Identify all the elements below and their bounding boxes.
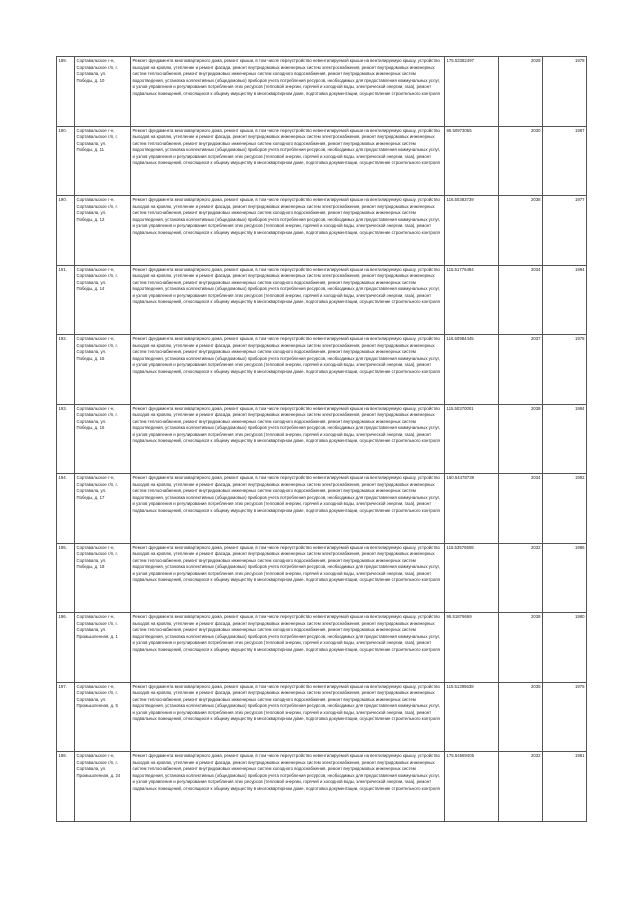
work-description-cell: Ремонт фундамента многоквартирного дома, ремонт крыши, в том числе переустройство невентилируемой крыши на вентилируемую крышу, устройство выходов на кровлю, утепление и ремонт фасада, ремонт внутридомовых инженерных систем электроснабжения, ремонт внутридомовых инженерных систем теплоснабжения, ремонт внутридомовых инженерных систем холодного водоснабжения, ремонт внутридомовых инженерных систем водоотведения, установка коллективных (общедомовых) приборов учета потребления ресурсов, необходимых для предоставления коммунальных услуг, и узлов управления и регулирования потребления этих ресурсов (тепловой энергии, горячей и холодной воды, электрической энергии, газа), ремонт подвальных помещений, относящихся к общему имуществу в многоквартирном доме, подготовка документации, осуществление строительного контроля bbox=[131, 126, 445, 196]
table-row bbox=[57, 543, 587, 613]
row-number: 197. bbox=[57, 682, 75, 752]
planned-year-cell: 2038 bbox=[499, 404, 543, 474]
work-description-cell: Ремонт фундамента многоквартирного дома, ремонт крыши, в том числе переустройство невентилируемой крыши на вентилируемую крышу, устройство выходов на кровлю, утепление и ремонт фасада, ремонт внутридомовых инженерных систем электроснабжения, ремонт внутридомовых инженерных систем теплоснабжения, ремонт внутридомовых инженерных систем холодного водоснабжения, ремонт внутридомовых инженерных систем водоотведения, установка коллективных (общедомовых) приборов учета потребления ресурсов, необходимых для предоставления коммунальных услуг, и узлов управления и регулирования потребления этих ресурсов (тепловой энергии, горячей и холодной воды, электрической энергии, газа), ремонт подвальных помещений, относящихся к общему имуществу в многоквартирном доме, подготовка документации, осуществление строительного контроля bbox=[131, 543, 445, 613]
planned-year-cell: 2032 bbox=[499, 543, 543, 613]
address-cell: Сортавальское г-н, Сортавальское г/п, г. Сортавала, ул. Промышленная, д. 1 bbox=[75, 613, 131, 683]
built-year-cell: 1978 bbox=[543, 335, 587, 405]
row-number: 198. bbox=[57, 752, 75, 822]
table-row bbox=[57, 682, 587, 752]
work-description-cell: Ремонт фундамента многоквартирного дома, ремонт крыши, в том числе переустройство невентилируемой крыши на вентилируемую крышу, устройство выходов на кровлю, утепление и ремонт фасада, ремонт внутридомовых инженерных систем электроснабжения, ремонт внутридомовых инженерных систем теплоснабжения, ремонт внутридомовых инженерных систем холодного водоснабжения, ремонт внутридомовых инженерных систем водоотведения, установка коллективных (общедомовых) приборов учета потребления ресурсов, необходимых для предоставления коммунальных услуг, и узлов управления и регулирования потребления этих ресурсов (тепловой энергии, горячей и холодной воды, электрической энергии, газа), ремонт подвальных помещений, относящихся к общему имуществу в многоквартирном доме, подготовка документации, осуществление строительного контроля bbox=[131, 682, 445, 752]
row-number: 190. bbox=[57, 196, 75, 266]
work-description-cell: Ремонт фундамента многоквартирного дома, ремонт крыши, в том числе переустройство невентилируемой крыши на вентилируемую крышу, устройство выходов на кровлю, утепление и ремонт фасада, ремонт внутридомовых инженерных систем электроснабжения, ремонт внутридомовых инженерных систем теплоснабжения, ремонт внутридомовых инженерных систем холодного водоснабжения, ремонт внутридомовых инженерных систем водоотведения, установка коллективных (общедомовых) приборов учета потребления ресурсов, необходимых для предоставления коммунальных услуг, и узлов управления и регулирования потребления этих ресурсов (тепловой энергии, горячей и холодной воды, электрической энергии, газа), ремонт подвальных помещений, относящихся к общему имуществу в многоквартирном доме, подготовка документации, осуществление строительного контроля bbox=[131, 752, 445, 822]
cost-cell: 95.50973065 bbox=[445, 126, 499, 196]
row-number: 190. bbox=[57, 126, 75, 196]
address-cell: Сортавальское г-н, Сортавальское г/п, г. Сортавала, ул. Победы, д. 11 bbox=[75, 126, 131, 196]
built-year-cell: 1978 bbox=[543, 57, 587, 127]
planned-year-cell: 2034 bbox=[499, 474, 543, 544]
planned-year-cell: 2028 bbox=[499, 57, 543, 127]
work-description-cell: Ремонт фундамента многоквартирного дома, ремонт крыши, в том числе переустройство невентилируемой крыши на вентилируемую крышу, устройство выходов на кровлю, утепление и ремонт фасада, ремонт внутридомовых инженерных систем электроснабжения, ремонт внутридомовых инженерных систем теплоснабжения, ремонт внутридомовых инженерных систем холодного водоснабжения, ремонт внутридомовых инженерных систем водоотведения, установка коллективных (общедомовых) приборов учета потребления ресурсов, необходимых для предоставления коммунальных услуг, и узлов управления и регулирования потребления этих ресурсов (тепловой энергии, горячей и холодной воды, электрической энергии, газа), ремонт подвальных помещений, относящихся к общему имуществу в многоквартирном доме, подготовка документации, осуществление строительного контроля bbox=[131, 474, 445, 544]
table-row bbox=[57, 265, 587, 335]
work-description-cell: Ремонт фундамента многоквартирного дома, ремонт крыши, в том числе переустройство невентилируемой крыши на вентилируемую крышу, устройство выходов на кровлю, утепление и ремонт фасада, ремонт внутридомовых инженерных систем электроснабжения, ремонт внутридомовых инженерных систем теплоснабжения, ремонт внутридомовых инженерных систем холодного водоснабжения, ремонт внутридомовых инженерных систем водоотведения, установка коллективных (общедомовых) приборов учета потребления ресурсов, необходимых для предоставления коммунальных услуг, и узлов управления и регулирования потребления этих ресурсов (тепловой энергии, горячей и холодной воды, электрической энергии, газа), ремонт подвальных помещений, относящихся к общему имуществу в многоквартирном доме, подготовка документации, осуществление строительного контроля bbox=[131, 57, 445, 127]
work-description-cell: Ремонт фундамента многоквартирного дома, ремонт крыши, в том числе переустройство невентилируемой крыши на вентилируемую крышу, устройство выходов на кровлю, утепление и ремонт фасада, ремонт внутридомовых инженерных систем электроснабжения, ремонт внутридомовых инженерных систем теплоснабжения, ремонт внутридомовых инженерных систем холодного водоснабжения, ремонт внутридомовых инженерных систем водоотведения, установка коллективных (общедомовых) приборов учета потребления ресурсов, необходимых для предоставления коммунальных услуг, и узлов управления и регулирования потребления этих ресурсов (тепловой энергии, горячей и холодной воды, электрической энергии, газа), ремонт подвальных помещений, относящихся к общему имуществу в многоквартирном доме, подготовка документации, осуществление строительного контроля bbox=[131, 196, 445, 266]
planned-year-cell: 2030 bbox=[499, 126, 543, 196]
built-year-cell: 1981 bbox=[543, 752, 587, 822]
table-body bbox=[57, 57, 587, 822]
table-row bbox=[57, 752, 587, 822]
cost-cell: 115.50370001 bbox=[445, 404, 499, 474]
work-description-cell: Ремонт фундамента многоквартирного дома, ремонт крыши, в том числе переустройство невентилируемой крыши на вентилируемую крышу, устройство выходов на кровлю, утепление и ремонт фасада, ремонт внутридомовых инженерных систем электроснабжения, ремонт внутридомовых инженерных систем теплоснабжения, ремонт внутридомовых инженерных систем холодного водоснабжения, ремонт внутридомовых инженерных систем водоотведения, установка коллективных (общедомовых) приборов учета потребления ресурсов, необходимых для предоставления коммунальных услуг, и узлов управления и регулирования потребления этих ресурсов (тепловой энергии, горячей и холодной воды, электрической энергии, газа), ремонт подвальных помещений, относящихся к общему имуществу в многоквартирном доме, подготовка документации, осуществление строительного контроля bbox=[131, 335, 445, 405]
table-row bbox=[57, 57, 587, 127]
planned-year-cell: 2038 bbox=[499, 613, 543, 683]
cost-cell: 116.50984445 bbox=[445, 335, 499, 405]
built-year-cell: 1977 bbox=[543, 196, 587, 266]
table-row bbox=[57, 404, 587, 474]
work-description-cell: Ремонт фундамента многоквартирного дома, ремонт крыши, в том числе переустройство невентилируемой крыши на вентилируемую крышу, устройство выходов на кровлю, утепление и ремонт фасада, ремонт внутридомовых инженерных систем электроснабжения, ремонт внутридомовых инженерных систем теплоснабжения, ремонт внутридомовых инженерных систем холодного водоснабжения, ремонт внутридомовых инженерных систем водоотведения, установка коллективных (общедомовых) приборов учета потребления ресурсов, необходимых для предоставления коммунальных услуг, и узлов управления и регулирования потребления этих ресурсов (тепловой энергии, горячей и холодной воды, электрической энергии, газа), ремонт подвальных помещений, относящихся к общему имуществу в многоквартирном доме, подготовка документации, осуществление строительного контроля bbox=[131, 613, 445, 683]
built-year-cell: 1987 bbox=[543, 126, 587, 196]
address-cell: Сортавальское г-н, Сортавальское г/п, г. Сортавала, ул. Победы, д. 18 bbox=[75, 543, 131, 613]
planned-year-cell: 2034 bbox=[499, 265, 543, 335]
cost-cell: 175.53382497 bbox=[445, 57, 499, 127]
address-cell: Сортавальское г-н, Сортавальское г/п, г. Сортавала, ул. Победы, д. 10 bbox=[75, 57, 131, 127]
row-number: 191. bbox=[57, 265, 75, 335]
row-number: 192. bbox=[57, 335, 75, 405]
table-row bbox=[57, 126, 587, 196]
cost-cell: 115.53576508 bbox=[445, 543, 499, 613]
built-year-cell: 1994 bbox=[543, 265, 587, 335]
address-cell: Сортавальское г-н, Сортавальское г/п, г. Сортавала, ул. Победы, д. 13 bbox=[75, 196, 131, 266]
housing-repair-table bbox=[56, 56, 587, 822]
cost-cell: 150.54478739 bbox=[445, 474, 499, 544]
built-year-cell: 1992 bbox=[543, 474, 587, 544]
address-cell: Сортавальское г-н, Сортавальское г/п, г. Сортавала, ул. Промышленная, д. 24 bbox=[75, 752, 131, 822]
row-number: 194. bbox=[57, 474, 75, 544]
built-year-cell: 1984 bbox=[543, 404, 587, 474]
row-number: 189. bbox=[57, 57, 75, 127]
planned-year-cell: 2037 bbox=[499, 335, 543, 405]
planned-year-cell: 2038 bbox=[499, 196, 543, 266]
address-cell: Сортавальское г-н, Сортавальское г/п, г. Сортавала, ул. Победы, д. 16 bbox=[75, 404, 131, 474]
cost-cell: 115.51395638 bbox=[445, 682, 499, 752]
planned-year-cell: 2032 bbox=[499, 752, 543, 822]
built-year-cell: 1980 bbox=[543, 613, 587, 683]
address-cell: Сортавальское г-н, Сортавальское г/п, г. Сортавала, ул. Победы, д. 17 bbox=[75, 474, 131, 544]
table-row bbox=[57, 474, 587, 544]
built-year-cell: 1975 bbox=[543, 682, 587, 752]
address-cell: Сортавальское г-н, Сортавальское г/п, г. Сортавала, ул. Промышленная, д. 5 bbox=[75, 682, 131, 752]
cost-cell: 116.50383739 bbox=[445, 196, 499, 266]
address-cell: Сортавальское г-н, Сортавальское г/п, г. Сортавала, ул. Победы, д. 15 bbox=[75, 335, 131, 405]
cost-cell: 115.51776484 bbox=[445, 265, 499, 335]
table-row bbox=[57, 613, 587, 683]
address-cell: Сортавальское г-н, Сортавальское г/п, г. Сортавала, ул. Победы, д. 14 bbox=[75, 265, 131, 335]
row-number: 195. bbox=[57, 543, 75, 613]
table-row bbox=[57, 196, 587, 266]
table-row bbox=[57, 335, 587, 405]
cost-cell: 95.51876669 bbox=[445, 613, 499, 683]
row-number: 193. bbox=[57, 404, 75, 474]
work-description-cell: Ремонт фундамента многоквартирного дома, ремонт крыши, в том числе переустройство невентилируемой крыши на вентилируемую крышу, устройство выходов на кровлю, утепление и ремонт фасада, ремонт внутридомовых инженерных систем электроснабжения, ремонт внутридомовых инженерных систем теплоснабжения, ремонт внутридомовых инженерных систем холодного водоснабжения, ремонт внутридомовых инженерных систем водоотведения, установка коллективных (общедомовых) приборов учета потребления ресурсов, необходимых для предоставления коммунальных услуг, и узлов управления и регулирования потребления этих ресурсов (тепловой энергии, горячей и холодной воды, электрической энергии, газа), ремонт подвальных помещений, относящихся к общему имуществу в многоквартирном доме, подготовка документации, осуществление строительного контроля bbox=[131, 404, 445, 474]
row-number: 196. bbox=[57, 613, 75, 683]
built-year-cell: 1986 bbox=[543, 543, 587, 613]
cost-cell: 175.54569405 bbox=[445, 752, 499, 822]
planned-year-cell: 2035 bbox=[499, 682, 543, 752]
work-description-cell: Ремонт фундамента многоквартирного дома, ремонт крыши, в том числе переустройство невентилируемой крыши на вентилируемую крышу, устройство выходов на кровлю, утепление и ремонт фасада, ремонт внутридомовых инженерных систем электроснабжения, ремонт внутридомовых инженерных систем теплоснабжения, ремонт внутридомовых инженерных систем холодного водоснабжения, ремонт внутридомовых инженерных систем водоотведения, установка коллективных (общедомовых) приборов учета потребления ресурсов, необходимых для предоставления коммунальных услуг, и узлов управления и регулирования потребления этих ресурсов (тепловой энергии, горячей и холодной воды, электрической энергии, газа), ремонт подвальных помещений, относящихся к общему имуществу в многоквартирном доме, подготовка документации, осуществление строительного контроля bbox=[131, 265, 445, 335]
